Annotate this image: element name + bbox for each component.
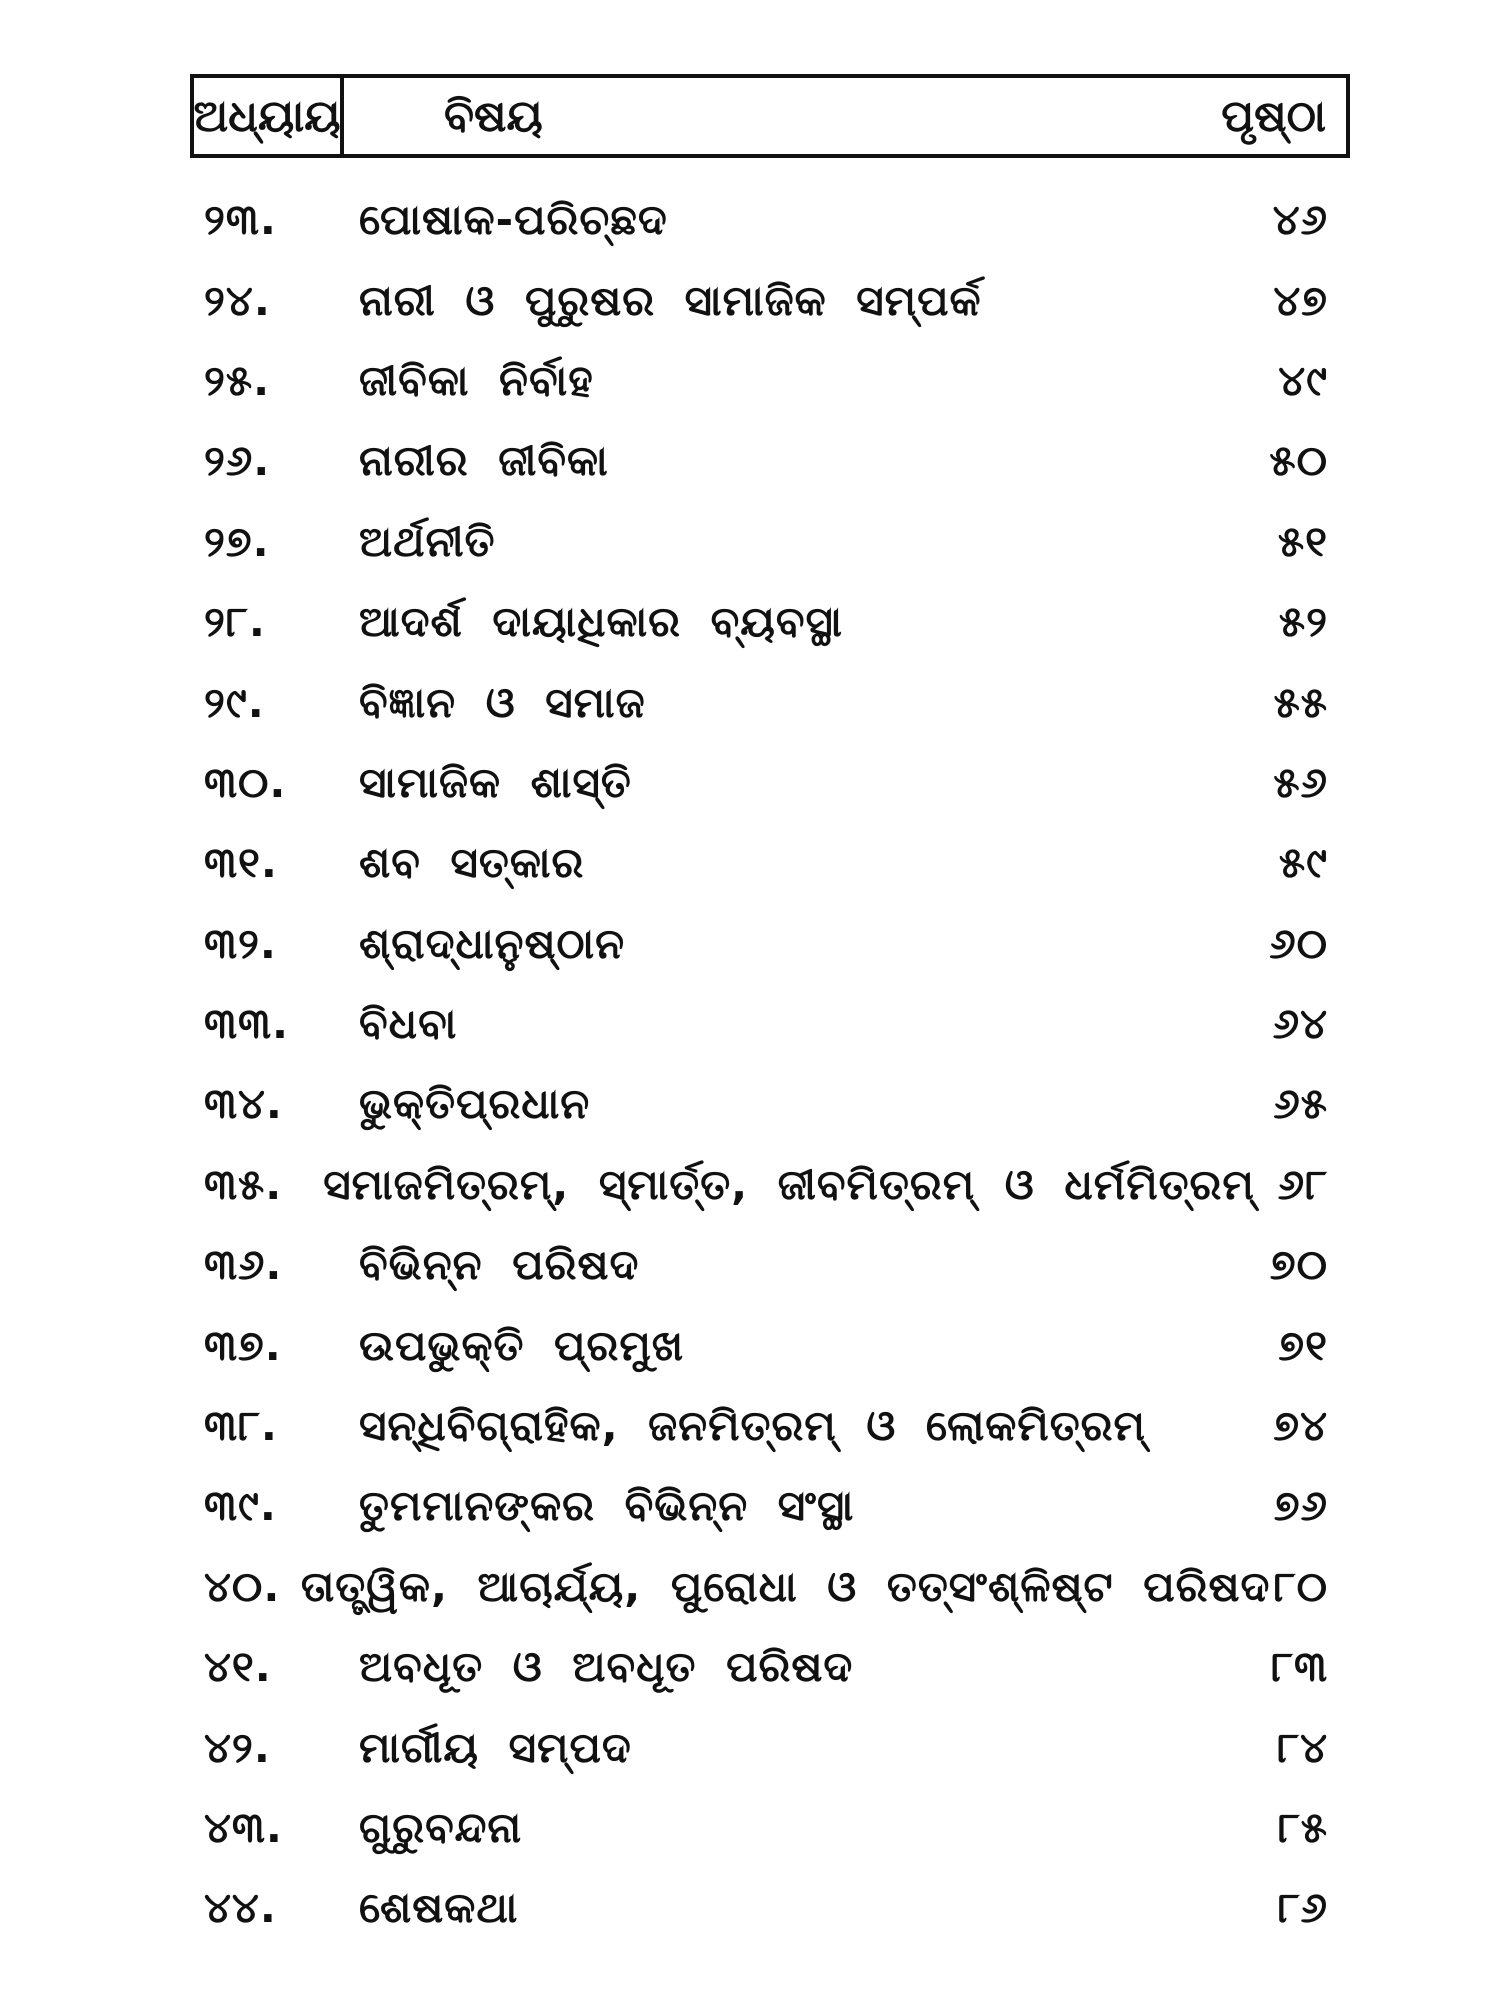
toc-entry [190, 1145, 1350, 1225]
toc-entry [190, 904, 1350, 984]
header-chapter: ଅଧ୍ୟାୟ [194, 78, 344, 154]
chapter-title: ଶବ ସତ୍କାର [359, 838, 585, 888]
chapter-title: ସାମାଜିକ ଶାସ୍ତି [359, 757, 632, 807]
chapter-number: ୨୪. [204, 275, 271, 325]
page-number: ୫୦ [1269, 436, 1328, 486]
chapter-number: ୨୬. [204, 436, 271, 486]
chapter-title: ମାର୍ଗୀୟ ସମ୍ପଦ [359, 1722, 632, 1772]
toc-entry [190, 421, 1350, 501]
header-page: ପୃଷ୍ଠା [1221, 90, 1326, 142]
page-number: ୫୨ [1278, 597, 1328, 647]
chapter-title: ଶେଷକଥା [359, 1883, 519, 1933]
chapter-number: ୨୩. [204, 195, 277, 245]
toc-entry [190, 743, 1350, 823]
chapter-title: ଗୁରୁବନ୍ଦନା [359, 1803, 523, 1852]
chapter-number: ୪୩. [204, 1803, 283, 1852]
chapter-title: ବିଧବା [359, 999, 458, 1049]
chapter-number: ୨୭. [204, 516, 270, 566]
chapter-title: ପୋଷାକ-ପରିଚ୍ଛଦ [359, 195, 668, 245]
toc-entry [190, 1064, 1350, 1144]
chapter-title: ବିଜ୍ଞାନ ଓ ସମାଜ [359, 677, 646, 727]
toc-entry [190, 582, 1350, 662]
chapter-title: ଆଦର୍ଶ ଦାୟାଧିକାର ବ୍ୟବସ୍ଥା [359, 597, 843, 647]
chapter-number: ୨୮. [204, 597, 266, 647]
toc-entry [190, 662, 1350, 742]
chapter-title: ଉପଭୁକ୍ତି ପ୍ରମୁଖ [359, 1320, 685, 1370]
chapter-number: ୩୦. [204, 757, 287, 807]
chapter-title: ତାତ୍ତ୍ୱିକ, ଆଚାର୍ଯ୍ୟ, ପୁରୋଧା ଓ ତତ୍ସଂଶ୍ଳିଷ୍ଟ ପରିଷଦ [300, 1561, 1271, 1611]
page-number: ୮୪ [1277, 1722, 1328, 1772]
page-number: ୫୬ [1273, 757, 1328, 807]
toc-entry [190, 984, 1350, 1064]
chapter-number: ୨୯. [204, 677, 265, 727]
chapter-number: ୪୨. [204, 1722, 271, 1772]
chapter-number: ୩୨. [204, 918, 277, 968]
chapter-number: ୩୧. [204, 838, 278, 888]
toc-header [190, 74, 1350, 158]
toc-entry [190, 1788, 1350, 1868]
chapter-title: ଭୁକ୍ତିପ୍ରଧାନ [359, 1079, 591, 1129]
page-number: ୮୦ [1273, 1561, 1328, 1611]
chapter-number: ୪୪. [204, 1883, 277, 1933]
chapter-title: ବିଭିନ୍ନ ପରିଷଦ [359, 1240, 640, 1290]
page-number: ୭୪ [1273, 1401, 1328, 1451]
toc-entry [190, 260, 1350, 340]
toc-entry [190, 823, 1350, 903]
chapter-number: ୩୯. [204, 1481, 277, 1531]
chapter-number: ୩୩. [204, 999, 289, 1049]
chapter-title: ସନ୍ଧିବିଗ୍ରାହିକ, ଜନମିତ୍ରମ୍ ଓ ଲୋକମିତ୍ରମ୍ [359, 1401, 1146, 1451]
toc-entry [190, 1627, 1350, 1707]
page-number: ୮୬ [1277, 1883, 1328, 1933]
toc-entry [190, 1547, 1350, 1627]
chapter-number: ୩୭. [204, 1320, 282, 1370]
chapter-title: ଶ୍ରାଦ୍ଧାନୁଷ୍ଠାନ [359, 918, 626, 968]
page-number: ୪୬ [1272, 195, 1328, 245]
chapter-title: ତୁମମାନଙ୍କର ବିଭିନ୍ନ ସଂସ୍ଥା [359, 1481, 855, 1531]
toc-entry [190, 1707, 1350, 1787]
page-number: ୭୧ [1278, 1320, 1328, 1370]
page-number: ୬୫ [1273, 1079, 1328, 1129]
chapter-title: ଜୀବିକା ନିର୍ବାହ [359, 355, 594, 405]
chapter-title: ନାରୀ ଓ ପୁରୁଷର ସାମାଜିକ ସମ୍ପର୍କ [359, 275, 982, 325]
page-number: ୬୮ [1277, 1159, 1328, 1209]
toc-entry [190, 1386, 1350, 1466]
page-number: ୫୯ [1278, 838, 1328, 888]
page-number: ୬୦ [1269, 918, 1328, 968]
header-subject: ବିଷୟ [444, 90, 543, 142]
chapter-title: ଅବଧୂତ ଓ ଅବଧୂତ ପରିଷଦ [359, 1642, 854, 1692]
page-number: ୫୫ [1273, 677, 1328, 727]
toc-entry [190, 341, 1350, 421]
page-number: ୭୦ [1269, 1240, 1328, 1290]
page-number: ୬୪ [1272, 999, 1328, 1049]
toc-entry [190, 502, 1350, 582]
page-number: ୮୩ [1271, 1642, 1328, 1692]
page-number: ୭୬ [1273, 1481, 1328, 1531]
chapter-number: ୪୦. [204, 1561, 281, 1611]
toc-entry [190, 1466, 1350, 1546]
page-number: ୪୭ [1273, 275, 1328, 325]
page-number: ୪୯ [1278, 355, 1328, 405]
toc-entry [190, 1305, 1350, 1385]
toc-entry [190, 180, 1350, 260]
toc-entry [190, 1225, 1350, 1305]
page-number: ୫୧ [1277, 516, 1328, 566]
table-of-contents [190, 180, 1350, 1949]
chapter-number: ୨୫. [204, 355, 271, 405]
chapter-title: ନାରୀର ଜୀବିକା [359, 436, 609, 486]
chapter-title: ଅର୍ଥନୀତି [359, 516, 496, 566]
toc-entry [190, 1868, 1350, 1948]
chapter-title: ସମାଜମିତ୍ରମ୍, ସ୍ମାର୍ତ୍ତ, ଜୀବମିତ୍ରମ୍ ଓ ଧର୍ମମିତ୍ରମ୍ [323, 1159, 1255, 1209]
chapter-number: ୩୬. [204, 1240, 283, 1290]
chapter-number: ୩୪. [204, 1079, 283, 1129]
page-number: ୮୫ [1277, 1803, 1328, 1852]
chapter-number: ୩୫. [204, 1159, 283, 1209]
chapter-number: ୪୧. [204, 1642, 272, 1692]
chapter-number: ୩୮. [204, 1401, 278, 1451]
